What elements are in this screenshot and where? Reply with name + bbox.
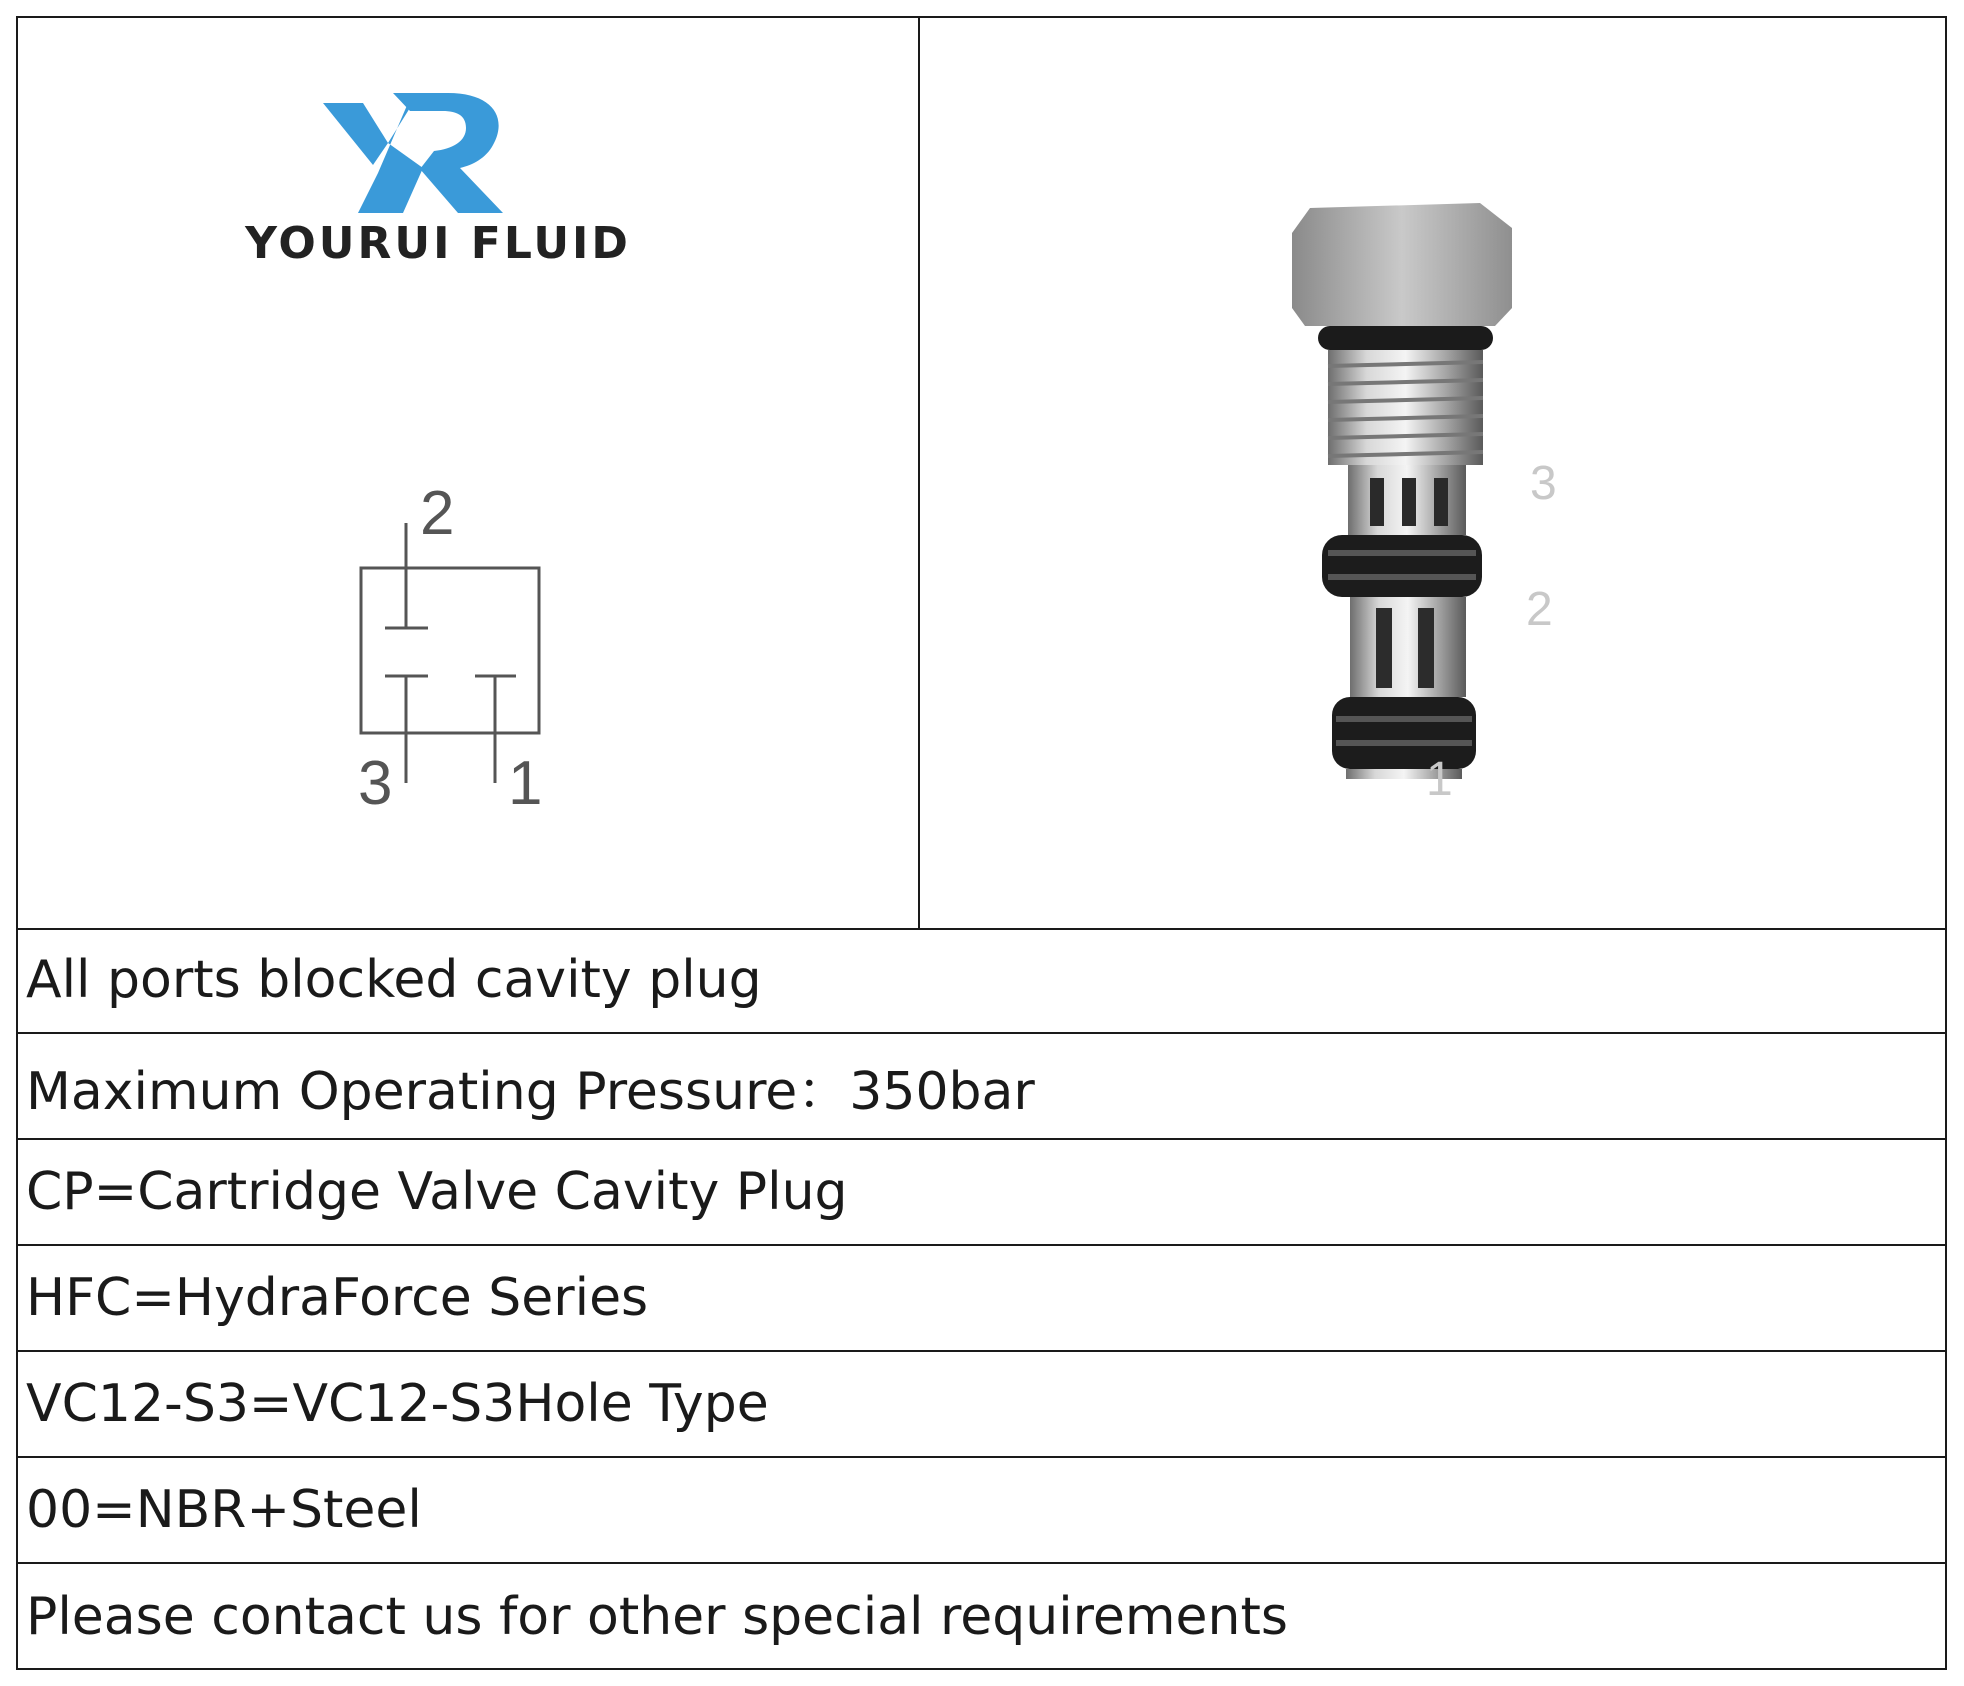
brand-logo: [238, 73, 638, 288]
spec-row-hfc: HFC=HydraForce Series: [18, 1246, 1945, 1352]
brand-name: YOURUI FLUID: [245, 218, 631, 269]
product-port-1-label: 1: [1426, 753, 1453, 806]
symbol-port-2-label: 2: [420, 479, 455, 548]
logo-symbol-cell: [18, 18, 920, 928]
header-section: [18, 18, 1945, 930]
yr-monogram-logo: [238, 73, 638, 213]
product-port-2-label: 2: [1526, 583, 1553, 636]
spec-row-material: 00=NBR+Steel: [18, 1458, 1945, 1564]
spec-row-contact: Please contact us for other special requirements: [26, 1587, 1288, 1647]
symbol-port-3-label: 3: [358, 749, 393, 818]
spec-row-cp: CP=Cartridge Valve Cavity Plug: [18, 1140, 1945, 1246]
product-port-3-label: 3: [1530, 457, 1557, 510]
hydraulic-symbol: [338, 473, 578, 818]
cavity-plug-image: [1280, 188, 1700, 808]
cavity-plug-icon: [1280, 188, 1700, 808]
spec-table: [18, 928, 1945, 1670]
spec-row-description: All ports blocked cavity plug: [18, 928, 1945, 1034]
spec-row-pressure: Maximum Operating Pressure：350bar: [18, 1034, 1945, 1140]
spec-sheet: [16, 16, 1947, 1670]
symbol-port-1-label: 1: [508, 749, 543, 818]
product-image-cell: [920, 18, 1945, 928]
spec-row-cavity-type: VC12-S3=VC12-S3Hole Type: [18, 1352, 1945, 1458]
